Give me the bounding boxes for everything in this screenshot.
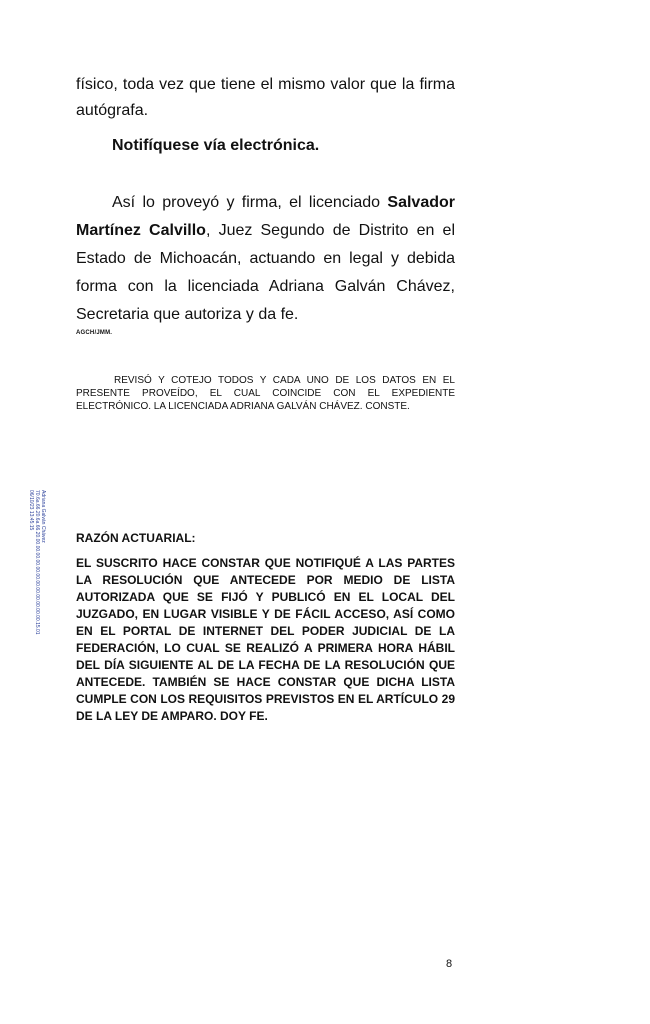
razon-actuarial-body: EL SUSCRITO HACE CONSTAR QUE NOTIFIQUÉ A LAS PARTES LA RESOLUCIÓN QUE ANTECEDE POR MEDIO DE LISTA AUTORIZADA QUE SE FIJÓ Y PUBLICÓ EN EL LOCAL DEL JUZGADO, EN LUGAR VISIBLE Y DE FÁCIL ACCESO, ASÍ COMO EN EL PORTAL DE INTERNET DEL PODER JUDICIAL DE LA FEDERACIÓN, LO CUAL SE REALIZÓ A PRIMERA HORA HÁBIL DEL DÍA SIGUIENTE AL DE LA FECHA DE LA RESOLUCIÓN QUE ANTECEDE. TAMBIÉN SE HACE CONSTAR QUE DICHA LISTA CUMPLE CON LOS REQUISITOS PREVISTOS EN EL ARTÍCULO 29 DE LA LEY DE AMPARO. DOY FE. — [76, 556, 455, 723]
signature-serial: 70.6a.66.20.6a.66.20.00.00.00.00.00.00.00.00.00.00.00.00.15.01 — [34, 490, 40, 635]
signature-timestamp: 06/10/23 13:45:15 — [28, 490, 34, 531]
review-note: REVISÓ Y COTEJO TODOS Y CADA UNO DE LOS DATOS EN EL PRESENTE PROVEÍDO, EL CUAL COINCIDE CON EL EXPEDIENTE ELECTRÓNICO. LA LICENCIADA ADRIANA GALVÁN CHÁVEZ. CONSTE. — [76, 375, 455, 412]
continuation-paragraph: físico, toda vez que tiene el mismo valor que la firma autógrafa. — [76, 76, 455, 119]
signature-paragraph — [76, 189, 455, 329]
notification-heading: Notifíquese vía electrónica. — [112, 137, 320, 154]
razon-actuarial-title: RAZÓN ACTUARIAL: — [76, 531, 196, 545]
signature-paragraph-start: Así lo proveyó y firma, el licenciado — [112, 194, 388, 211]
electronic-signature-stamp — [18, 490, 48, 640]
signer-name: Adriana Galván Chávez — [40, 490, 46, 543]
judge-name: Salvador Martínez Calvillo — [76, 194, 455, 239]
signature-paragraph-end: , Juez Segundo de Distrito en el Estado de Michoacán, actuando en legal y debida forma con la licenciada Adriana Galván Chávez, Secretaria que autoriza y da fe. — [76, 222, 456, 323]
page-number: 8 — [446, 958, 453, 970]
clerk-initials: AGCH/JMM. — [76, 330, 113, 336]
